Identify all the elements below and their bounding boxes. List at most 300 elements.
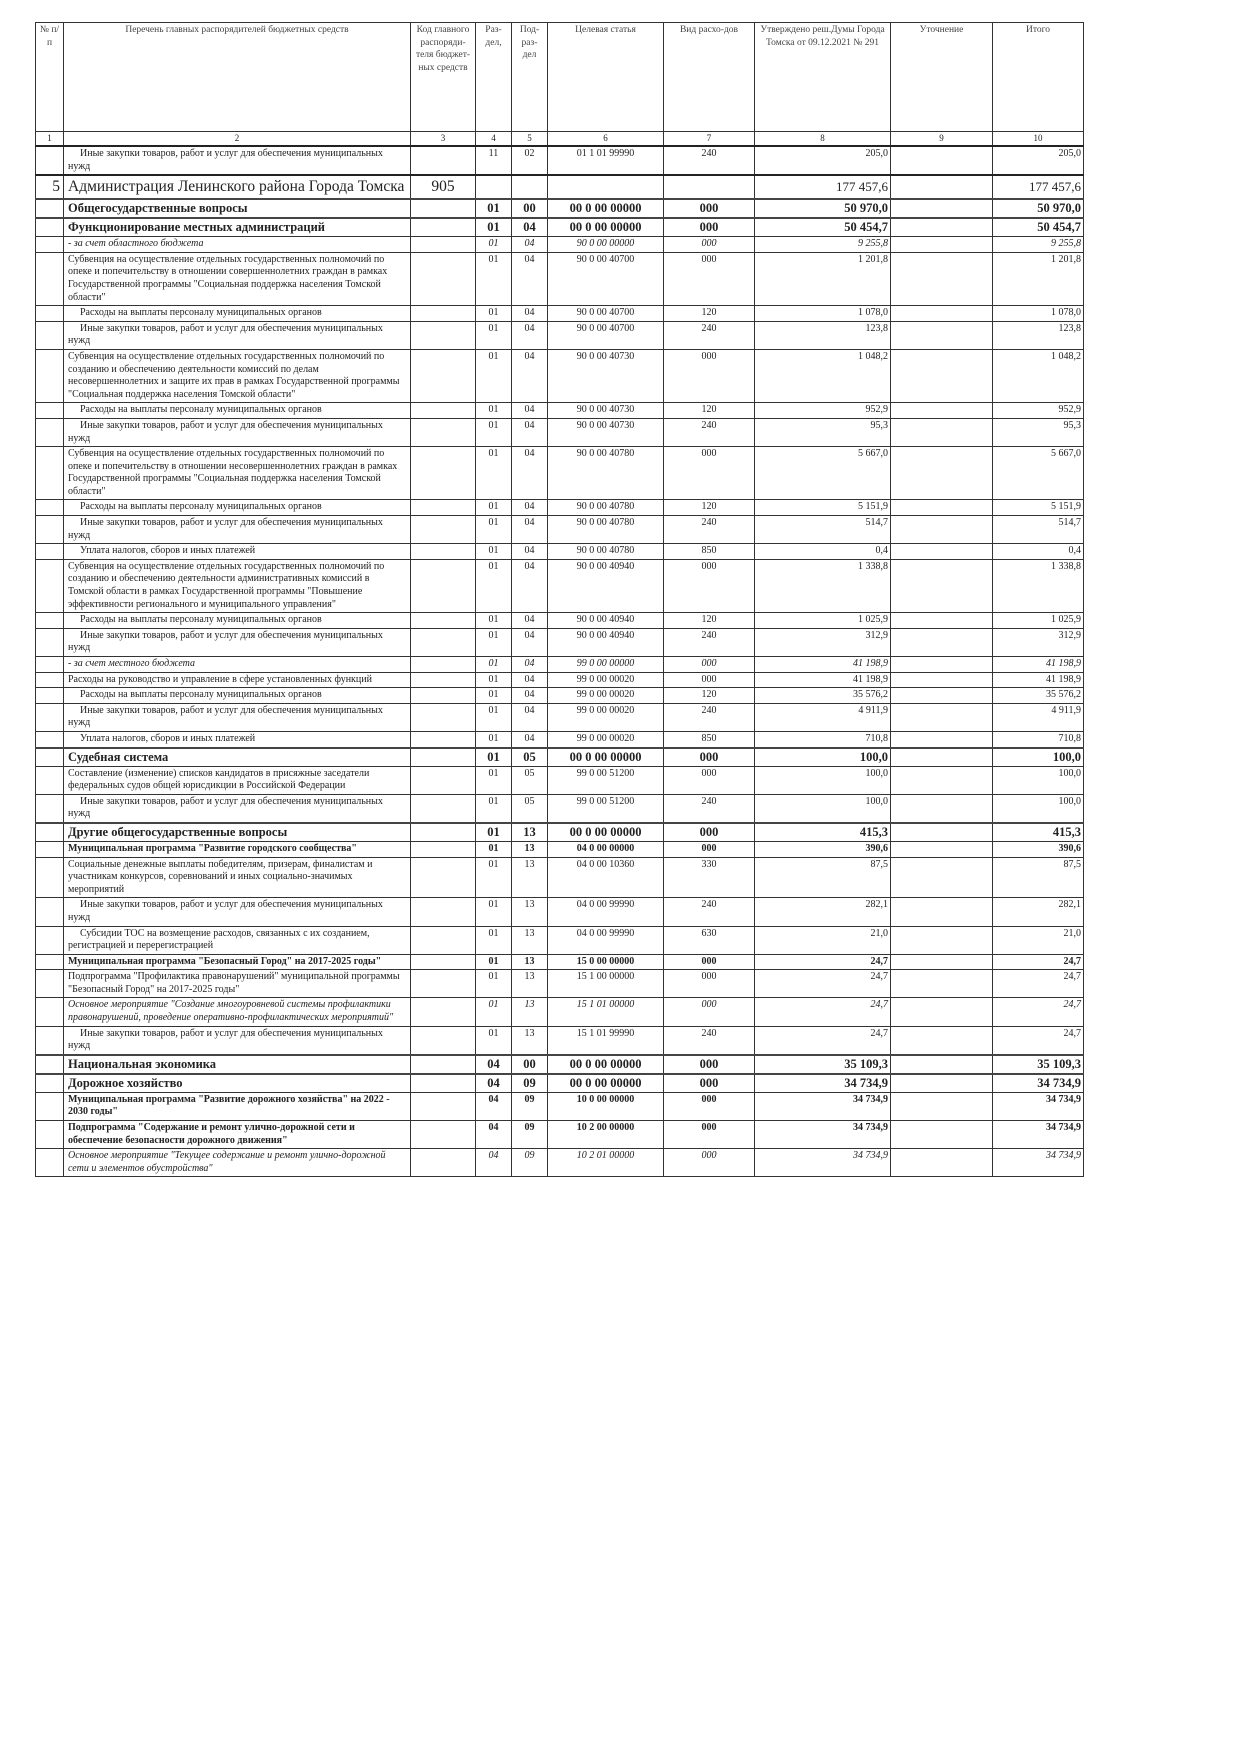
row-expense-type: 000 bbox=[664, 1121, 755, 1149]
row-number bbox=[36, 1026, 64, 1055]
row-section: 01 bbox=[476, 418, 512, 446]
header-row bbox=[36, 23, 1084, 132]
row-expense-type: 240 bbox=[664, 898, 755, 926]
row-number bbox=[36, 926, 64, 954]
row-target-article: 04 0 00 99990 bbox=[548, 926, 664, 954]
row-expense-type: 240 bbox=[664, 321, 755, 349]
row-subsection: 00 bbox=[512, 1055, 548, 1074]
row-subsection: 13 bbox=[512, 954, 548, 970]
row-subsection: 09 bbox=[512, 1092, 548, 1120]
row-section: 11 bbox=[476, 146, 512, 175]
row-section: 01 bbox=[476, 970, 512, 998]
row-total-amount: 177 457,6 bbox=[993, 175, 1084, 199]
row-subsection: 04 bbox=[512, 321, 548, 349]
row-total-amount: 34 734,9 bbox=[993, 1121, 1084, 1149]
table-row bbox=[36, 199, 1084, 218]
row-admin-code bbox=[411, 688, 476, 704]
row-admin-code bbox=[411, 823, 476, 842]
row-total-amount: 390,6 bbox=[993, 841, 1084, 857]
row-target-article: 00 0 00 00000 bbox=[548, 1055, 664, 1074]
row-number bbox=[36, 252, 64, 305]
row-number bbox=[36, 731, 64, 747]
row-approved-amount: 1 025,9 bbox=[755, 613, 891, 629]
row-subsection: 05 bbox=[512, 794, 548, 823]
table-row bbox=[36, 898, 1084, 926]
row-section: 01 bbox=[476, 748, 512, 767]
col-header-section: Раз-дел, bbox=[476, 23, 512, 132]
row-total-amount: 100,0 bbox=[993, 748, 1084, 767]
row-expense-type: 000 bbox=[664, 1074, 755, 1093]
row-target-article: 99 0 00 00020 bbox=[548, 672, 664, 688]
row-description: Иные закупки товаров, работ и услуг для обеспечения муниципальных нужд bbox=[64, 418, 411, 446]
row-number bbox=[36, 559, 64, 612]
row-admin-code bbox=[411, 628, 476, 656]
row-adjustment bbox=[891, 926, 993, 954]
row-number bbox=[36, 349, 64, 402]
row-adjustment bbox=[891, 544, 993, 560]
table-row bbox=[36, 559, 1084, 612]
row-admin-code bbox=[411, 1149, 476, 1177]
table-row bbox=[36, 237, 1084, 253]
table-row bbox=[36, 349, 1084, 402]
row-target-article: 99 0 00 00020 bbox=[548, 731, 664, 747]
row-description: Субсидии ТОС на возмещение расходов, связанных с их созданием, регистрацией и перерегистрацией bbox=[64, 926, 411, 954]
row-approved-amount: 710,8 bbox=[755, 731, 891, 747]
table-row bbox=[36, 500, 1084, 516]
row-number bbox=[36, 516, 64, 544]
row-subsection: 04 bbox=[512, 252, 548, 305]
row-section: 01 bbox=[476, 628, 512, 656]
row-description: Иные закупки товаров, работ и услуг для обеспечения муниципальных нужд bbox=[64, 628, 411, 656]
row-description: Иные закупки товаров, работ и услуг для обеспечения муниципальных нужд bbox=[64, 898, 411, 926]
row-adjustment bbox=[891, 731, 993, 747]
col-header-num: № п/п bbox=[36, 23, 64, 132]
row-expense-type: 850 bbox=[664, 731, 755, 747]
row-admin-code bbox=[411, 237, 476, 253]
table-row bbox=[36, 218, 1084, 237]
col-number: 2 bbox=[64, 132, 411, 147]
row-admin-code bbox=[411, 703, 476, 731]
col-number: 4 bbox=[476, 132, 512, 147]
col-header-subsection: Под-раз-дел bbox=[512, 23, 548, 132]
table-row bbox=[36, 794, 1084, 823]
row-admin-code bbox=[411, 841, 476, 857]
row-total-amount: 100,0 bbox=[993, 766, 1084, 794]
row-approved-amount: 205,0 bbox=[755, 146, 891, 175]
row-subsection: 05 bbox=[512, 766, 548, 794]
row-total-amount: 312,9 bbox=[993, 628, 1084, 656]
row-total-amount: 95,3 bbox=[993, 418, 1084, 446]
col-number: 10 bbox=[993, 132, 1084, 147]
row-total-amount: 35 109,3 bbox=[993, 1055, 1084, 1074]
row-approved-amount: 514,7 bbox=[755, 516, 891, 544]
row-approved-amount: 24,7 bbox=[755, 954, 891, 970]
row-section: 01 bbox=[476, 672, 512, 688]
row-description: Общегосударственные вопросы bbox=[64, 199, 411, 218]
row-admin-code bbox=[411, 672, 476, 688]
row-section: 01 bbox=[476, 218, 512, 237]
row-description: Расходы на выплаты персоналу муниципальных органов bbox=[64, 403, 411, 419]
row-subsection: 13 bbox=[512, 998, 548, 1026]
col-number: 5 bbox=[512, 132, 548, 147]
row-target-article: 04 0 00 00000 bbox=[548, 841, 664, 857]
row-number bbox=[36, 237, 64, 253]
row-section: 01 bbox=[476, 199, 512, 218]
table-row bbox=[36, 1055, 1084, 1074]
row-expense-type: 000 bbox=[664, 823, 755, 842]
table-row bbox=[36, 544, 1084, 560]
table-row bbox=[36, 1074, 1084, 1093]
row-adjustment bbox=[891, 857, 993, 898]
row-admin-code bbox=[411, 418, 476, 446]
row-number: 5 bbox=[36, 175, 64, 199]
row-subsection: 05 bbox=[512, 748, 548, 767]
row-number bbox=[36, 970, 64, 998]
row-number bbox=[36, 1121, 64, 1149]
row-total-amount: 100,0 bbox=[993, 794, 1084, 823]
row-target-article: 90 0 00 40730 bbox=[548, 418, 664, 446]
row-section: 04 bbox=[476, 1092, 512, 1120]
row-adjustment bbox=[891, 237, 993, 253]
row-target-article: 00 0 00 00000 bbox=[548, 823, 664, 842]
row-expense-type: 630 bbox=[664, 926, 755, 954]
row-expense-type: 120 bbox=[664, 500, 755, 516]
table-row bbox=[36, 766, 1084, 794]
row-total-amount: 21,0 bbox=[993, 926, 1084, 954]
row-number bbox=[36, 857, 64, 898]
row-total-amount: 87,5 bbox=[993, 857, 1084, 898]
row-description: Расходы на выплаты персоналу муниципальных органов bbox=[64, 688, 411, 704]
table-row bbox=[36, 841, 1084, 857]
row-approved-amount: 24,7 bbox=[755, 1026, 891, 1055]
row-subsection: 04 bbox=[512, 703, 548, 731]
row-target-article: 90 0 00 40940 bbox=[548, 559, 664, 612]
table-row bbox=[36, 628, 1084, 656]
table-row bbox=[36, 146, 1084, 175]
row-number bbox=[36, 703, 64, 731]
row-section: 01 bbox=[476, 731, 512, 747]
row-section: 01 bbox=[476, 237, 512, 253]
row-expense-type: 120 bbox=[664, 306, 755, 322]
row-target-article: 90 0 00 00000 bbox=[548, 237, 664, 253]
row-target-article: 15 0 00 00000 bbox=[548, 954, 664, 970]
row-expense-type: 000 bbox=[664, 218, 755, 237]
row-description: Иные закупки товаров, работ и услуг для обеспечения муниципальных нужд bbox=[64, 146, 411, 175]
row-target-article: 04 0 00 99990 bbox=[548, 898, 664, 926]
row-target-article: 99 0 00 00020 bbox=[548, 703, 664, 731]
row-expense-type: 240 bbox=[664, 703, 755, 731]
row-adjustment bbox=[891, 418, 993, 446]
col-number: 9 bbox=[891, 132, 993, 147]
row-subsection: 09 bbox=[512, 1149, 548, 1177]
row-admin-code bbox=[411, 1074, 476, 1093]
row-admin-code bbox=[411, 403, 476, 419]
row-section: 01 bbox=[476, 703, 512, 731]
row-admin-code bbox=[411, 199, 476, 218]
row-section: 01 bbox=[476, 998, 512, 1026]
row-admin-code bbox=[411, 321, 476, 349]
row-adjustment bbox=[891, 898, 993, 926]
table-row bbox=[36, 306, 1084, 322]
row-number bbox=[36, 199, 64, 218]
row-expense-type: 120 bbox=[664, 403, 755, 419]
row-admin-code bbox=[411, 998, 476, 1026]
row-subsection: 13 bbox=[512, 970, 548, 998]
row-admin-code bbox=[411, 898, 476, 926]
row-description: Администрация Ленинского района Города Томска bbox=[64, 175, 411, 199]
row-section: 01 bbox=[476, 898, 512, 926]
row-description: Субвенция на осуществление отдельных государственных полномочий по созданию и обеспечению деятельности комиссий по делам несовершеннолетних и защите их прав в рамках Государственной программы "Социальная поддержка населения Томской области" bbox=[64, 349, 411, 402]
row-adjustment bbox=[891, 954, 993, 970]
table-row bbox=[36, 175, 1084, 199]
row-admin-code bbox=[411, 146, 476, 175]
row-total-amount: 34 734,9 bbox=[993, 1074, 1084, 1093]
col-header-adjustment: Уточнение bbox=[891, 23, 993, 132]
row-number bbox=[36, 613, 64, 629]
row-approved-amount: 100,0 bbox=[755, 766, 891, 794]
table-row bbox=[36, 447, 1084, 500]
row-approved-amount: 0,4 bbox=[755, 544, 891, 560]
row-target-article: 99 0 00 00020 bbox=[548, 688, 664, 704]
row-approved-amount: 41 198,9 bbox=[755, 657, 891, 673]
table-body bbox=[36, 146, 1084, 1177]
row-adjustment bbox=[891, 688, 993, 704]
row-target-article: 90 0 00 40780 bbox=[548, 544, 664, 560]
table-row bbox=[36, 954, 1084, 970]
row-adjustment bbox=[891, 218, 993, 237]
row-number bbox=[36, 998, 64, 1026]
row-target-article: 90 0 00 40700 bbox=[548, 252, 664, 305]
row-description: Муниципальная программа "Развитие городского сообщества" bbox=[64, 841, 411, 857]
row-number bbox=[36, 688, 64, 704]
row-approved-amount: 1 048,2 bbox=[755, 349, 891, 402]
row-expense-type: 240 bbox=[664, 418, 755, 446]
row-description: Подпрограмма "Содержание и ремонт улично-дорожной сети и обеспечение безопасности дорожного движения" bbox=[64, 1121, 411, 1149]
row-total-amount: 415,3 bbox=[993, 823, 1084, 842]
row-admin-code bbox=[411, 252, 476, 305]
row-target-article: 90 0 00 40940 bbox=[548, 628, 664, 656]
row-approved-amount: 177 457,6 bbox=[755, 175, 891, 199]
row-expense-type: 000 bbox=[664, 672, 755, 688]
row-subsection: 04 bbox=[512, 688, 548, 704]
row-target-article: 90 0 00 40780 bbox=[548, 500, 664, 516]
row-approved-amount: 34 734,9 bbox=[755, 1074, 891, 1093]
row-admin-code bbox=[411, 1092, 476, 1120]
row-subsection: 02 bbox=[512, 146, 548, 175]
table-row bbox=[36, 1121, 1084, 1149]
row-expense-type: 000 bbox=[664, 766, 755, 794]
row-subsection: 13 bbox=[512, 1026, 548, 1055]
row-approved-amount: 100,0 bbox=[755, 794, 891, 823]
row-section: 01 bbox=[476, 544, 512, 560]
row-approved-amount: 87,5 bbox=[755, 857, 891, 898]
row-target-article: 90 0 00 40730 bbox=[548, 403, 664, 419]
row-number bbox=[36, 823, 64, 842]
row-section: 01 bbox=[476, 823, 512, 842]
row-subsection: 04 bbox=[512, 559, 548, 612]
row-subsection: 04 bbox=[512, 349, 548, 402]
row-subsection: 13 bbox=[512, 841, 548, 857]
row-adjustment bbox=[891, 823, 993, 842]
row-subsection: 04 bbox=[512, 500, 548, 516]
col-header-code: Код главного распоряди-теля бюджет-ных средств bbox=[411, 23, 476, 132]
row-admin-code: 905 bbox=[411, 175, 476, 199]
row-adjustment bbox=[891, 500, 993, 516]
row-approved-amount: 100,0 bbox=[755, 748, 891, 767]
row-subsection: 04 bbox=[512, 516, 548, 544]
row-admin-code bbox=[411, 794, 476, 823]
row-number bbox=[36, 418, 64, 446]
row-total-amount: 282,1 bbox=[993, 898, 1084, 926]
row-description: Иные закупки товаров, работ и услуг для обеспечения муниципальных нужд bbox=[64, 516, 411, 544]
row-approved-amount: 415,3 bbox=[755, 823, 891, 842]
row-description: Подпрограмма "Профилактика правонарушений" муниципальной программы "Безопасный Город" на 2017-2025 годы" bbox=[64, 970, 411, 998]
column-number-row bbox=[36, 132, 1084, 147]
row-subsection: 00 bbox=[512, 199, 548, 218]
table-row bbox=[36, 926, 1084, 954]
row-number bbox=[36, 841, 64, 857]
row-section bbox=[476, 175, 512, 199]
row-adjustment bbox=[891, 1092, 993, 1120]
row-target-article: 10 2 00 00000 bbox=[548, 1121, 664, 1149]
row-section: 04 bbox=[476, 1149, 512, 1177]
row-approved-amount: 50 970,0 bbox=[755, 199, 891, 218]
row-number bbox=[36, 321, 64, 349]
row-subsection: 04 bbox=[512, 237, 548, 253]
row-number bbox=[36, 1055, 64, 1074]
table-row bbox=[36, 688, 1084, 704]
row-total-amount: 9 255,8 bbox=[993, 237, 1084, 253]
row-subsection: 04 bbox=[512, 544, 548, 560]
row-section: 04 bbox=[476, 1055, 512, 1074]
row-section: 01 bbox=[476, 559, 512, 612]
row-subsection bbox=[512, 175, 548, 199]
row-target-article: 10 0 00 00000 bbox=[548, 1092, 664, 1120]
row-subsection: 04 bbox=[512, 657, 548, 673]
table-row bbox=[36, 672, 1084, 688]
row-approved-amount: 1 338,8 bbox=[755, 559, 891, 612]
row-number bbox=[36, 657, 64, 673]
row-target-article: 00 0 00 00000 bbox=[548, 218, 664, 237]
row-description: - за счет областного бюджета bbox=[64, 237, 411, 253]
row-approved-amount: 95,3 bbox=[755, 418, 891, 446]
row-total-amount: 1 338,8 bbox=[993, 559, 1084, 612]
row-number bbox=[36, 218, 64, 237]
row-adjustment bbox=[891, 1026, 993, 1055]
row-total-amount: 205,0 bbox=[993, 146, 1084, 175]
row-adjustment bbox=[891, 199, 993, 218]
row-description: Функционирование местных администраций bbox=[64, 218, 411, 237]
row-total-amount: 0,4 bbox=[993, 544, 1084, 560]
row-target-article: 90 0 00 40700 bbox=[548, 306, 664, 322]
row-total-amount: 41 198,9 bbox=[993, 657, 1084, 673]
row-admin-code bbox=[411, 516, 476, 544]
row-adjustment bbox=[891, 970, 993, 998]
row-adjustment bbox=[891, 703, 993, 731]
row-section: 01 bbox=[476, 1026, 512, 1055]
row-target-article: 00 0 00 00000 bbox=[548, 199, 664, 218]
row-total-amount: 710,8 bbox=[993, 731, 1084, 747]
row-approved-amount: 312,9 bbox=[755, 628, 891, 656]
row-section: 01 bbox=[476, 766, 512, 794]
row-description: Муниципальная программа "Развитие дорожного хозяйства" на 2022 - 2030 годы" bbox=[64, 1092, 411, 1120]
row-description: Другие общегосударственные вопросы bbox=[64, 823, 411, 842]
row-expense-type: 000 bbox=[664, 1055, 755, 1074]
row-approved-amount: 35 109,3 bbox=[755, 1055, 891, 1074]
row-expense-type: 330 bbox=[664, 857, 755, 898]
row-number bbox=[36, 794, 64, 823]
row-number bbox=[36, 1092, 64, 1120]
table-row bbox=[36, 1092, 1084, 1120]
col-number: 1 bbox=[36, 132, 64, 147]
table-row bbox=[36, 703, 1084, 731]
row-description: Основное мероприятие "Текущее содержание и ремонт улично-дорожной сети и элементов обустройства" bbox=[64, 1149, 411, 1177]
row-section: 04 bbox=[476, 1074, 512, 1093]
row-total-amount: 5 667,0 bbox=[993, 447, 1084, 500]
row-section: 01 bbox=[476, 516, 512, 544]
row-description: Уплата налогов, сборов и иных платежей bbox=[64, 544, 411, 560]
row-section: 01 bbox=[476, 252, 512, 305]
col-header-name: Перечень главных распорядителей бюджетных средств bbox=[64, 23, 411, 132]
row-total-amount: 50 454,7 bbox=[993, 218, 1084, 237]
row-admin-code bbox=[411, 500, 476, 516]
row-adjustment bbox=[891, 672, 993, 688]
row-target-article: 10 2 01 00000 bbox=[548, 1149, 664, 1177]
row-description: Субвенция на осуществление отдельных государственных полномочий по опеке и попечительству в отношении совершеннолетних граждан в рамках Государственной программы "Социальная поддержка населения Томской области" bbox=[64, 252, 411, 305]
row-adjustment bbox=[891, 516, 993, 544]
row-expense-type: 000 bbox=[664, 970, 755, 998]
row-expense-type: 000 bbox=[664, 559, 755, 612]
row-approved-amount: 1 201,8 bbox=[755, 252, 891, 305]
table-row bbox=[36, 613, 1084, 629]
col-header-total: Итого bbox=[993, 23, 1084, 132]
row-admin-code bbox=[411, 766, 476, 794]
row-description: Расходы на выплаты персоналу муниципальных органов bbox=[64, 306, 411, 322]
row-number bbox=[36, 447, 64, 500]
row-adjustment bbox=[891, 613, 993, 629]
row-approved-amount: 4 911,9 bbox=[755, 703, 891, 731]
row-admin-code bbox=[411, 544, 476, 560]
row-description: Иные закупки товаров, работ и услуг для обеспечения муниципальных нужд bbox=[64, 1026, 411, 1055]
table-row bbox=[36, 516, 1084, 544]
row-total-amount: 5 151,9 bbox=[993, 500, 1084, 516]
row-section: 01 bbox=[476, 613, 512, 629]
row-adjustment bbox=[891, 306, 993, 322]
row-description: Расходы на выплаты персоналу муниципальных органов bbox=[64, 613, 411, 629]
row-expense-type: 000 bbox=[664, 1149, 755, 1177]
row-adjustment bbox=[891, 628, 993, 656]
row-expense-type: 120 bbox=[664, 613, 755, 629]
row-total-amount: 1 025,9 bbox=[993, 613, 1084, 629]
row-expense-type: 000 bbox=[664, 447, 755, 500]
row-adjustment bbox=[891, 748, 993, 767]
row-subsection: 04 bbox=[512, 447, 548, 500]
row-adjustment bbox=[891, 1149, 993, 1177]
row-adjustment bbox=[891, 794, 993, 823]
table-row bbox=[36, 731, 1084, 747]
row-adjustment bbox=[891, 321, 993, 349]
row-adjustment bbox=[891, 1121, 993, 1149]
row-adjustment bbox=[891, 403, 993, 419]
row-approved-amount: 34 734,9 bbox=[755, 1149, 891, 1177]
row-subsection: 13 bbox=[512, 857, 548, 898]
row-total-amount: 1 201,8 bbox=[993, 252, 1084, 305]
row-approved-amount: 41 198,9 bbox=[755, 672, 891, 688]
row-expense-type: 240 bbox=[664, 146, 755, 175]
row-total-amount: 24,7 bbox=[993, 998, 1084, 1026]
row-target-article: 00 0 00 00000 bbox=[548, 1074, 664, 1093]
row-expense-type: 240 bbox=[664, 628, 755, 656]
